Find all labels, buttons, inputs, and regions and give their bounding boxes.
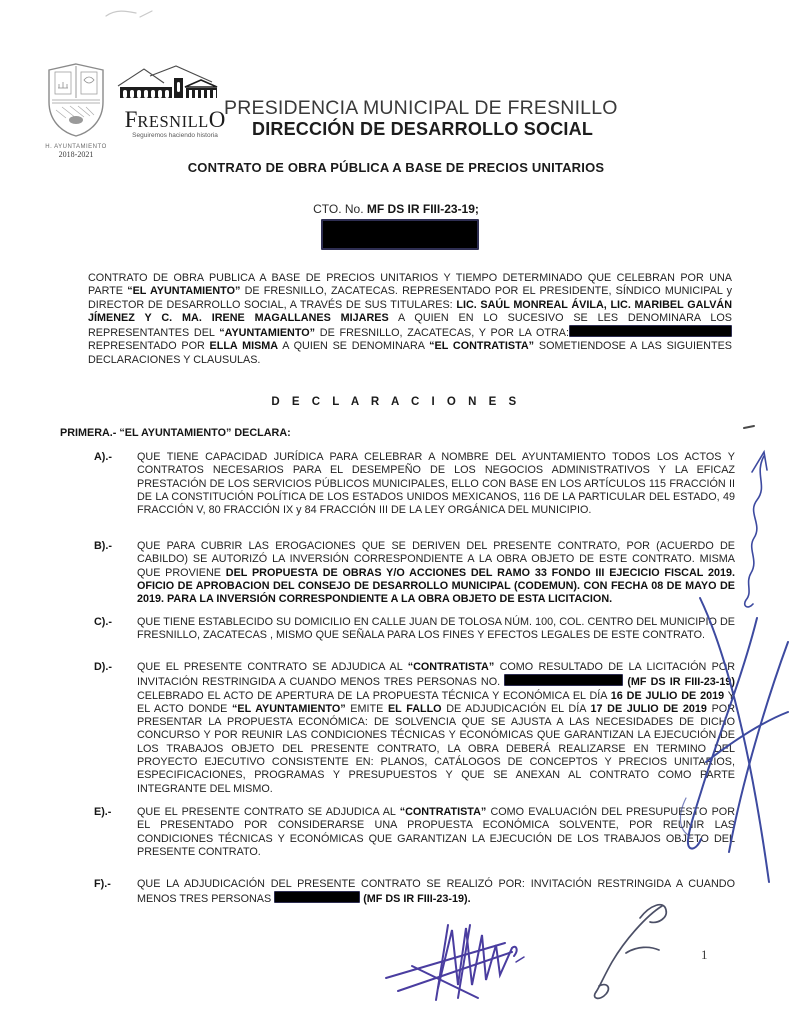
header-title-line2: DIRECCIÓN DE DESARROLLO SOCIAL [252, 119, 594, 140]
intro-paragraph: CONTRATO DE OBRA PUBLICA A BASE DE PRECIOS UNITARIOS Y TIEMPO DETERMINADO QUE CELEBRAN POR UNA PARTE “EL AYUNTAMIENTO” DE FRESNILLO, ZACATECAS. REPRESENTADO POR EL PRESIDENTE, SÍNDICO MUNICIPAL y DIRECTOR DE DESARROLLO SOCIAL, A TRAVÉS DE SUS TITULARES: LIC. SAÚL MONREAL ÁVILA, LIC. MARIBEL GALVÁN JÍMENEZ Y C. MA. IRENE MAGALLANES MIJARES A QUIEN EN LO SUCESIVO SE LES DENOMINARA LOS REPRESENTANTES DEL “AYUNTAMIENTO” DE FRESNILLO, ZACATECAS, Y POR LA OTRA: REPRESENTADO POR ELLA MISMA A QUIEN SE DENOMINARA “EL CONTRATISTA” SOMETIENDOSE A LAS SIGUIENTES DECLARACIONES Y CLAUSULAS. [88, 272, 733, 366]
item-label: A).- [94, 451, 112, 463]
redaction-bar [504, 674, 623, 686]
item-label: F).- [94, 878, 111, 890]
declaration-item-f [94, 878, 735, 907]
crest-years: 2018-2021 [58, 150, 94, 159]
primera-heading: PRIMERA.- “EL AYUNTAMIENTO” DECLARA: [60, 427, 291, 439]
fresnillo-logo [112, 64, 238, 139]
crest-caption: H. AYUNTAMIENTO [45, 144, 107, 150]
redaction-bar-contract-number [321, 219, 479, 250]
redaction-bar [569, 325, 732, 337]
item-text: QUE EL PRESENTE CONTRATO SE ADJUDICA AL “CONTRATISTA” COMO EVALUACIÓN DEL PRESUPUESTO POR EL PRESENTADO POR CONSIDERARSE UNA PROPUESTA ECONÓMICA SOLVENTE, POR REUNIR LAS CONDICIONES TÉCNICAS Y ECONÓMICAS QUE GARANTIZAN LA EJECUCIÓN DE LOS TRABAJOS OBJETO DEL PRESENTE CONTRATO. [137, 806, 735, 858]
faint-pencil-marks-icon [106, 11, 152, 17]
declaration-item-c [94, 616, 735, 643]
item-label: E).- [94, 806, 112, 818]
margin-squiggle-icon [745, 452, 767, 607]
document-title: CONTRATO DE OBRA PÚBLICA A BASE DE PRECIOS UNITARIOS [187, 160, 605, 175]
declarations-heading: D E C L A R A C I O N E S [271, 396, 521, 408]
signature-left-icon [386, 925, 524, 1000]
item-text: QUE EL PRESENTE CONTRATO SE ADJUDICA AL “CONTRATISTA” COMO RESULTADO DE LA LICITACIÓN POR INVITACIÓN RESTRINGIDA A CUANDO MENOS TRES PERSONAS NO. (MF DS IR FIII-23-19) CELEBRADO EL ACTO DE APERTURA DE LA PROPUESTA TÉCNICA Y ECONÓMICA EL DÍA 16 DE JULIO DE 2019 Y EL ACTO DONDE “EL AYUNTAMIENTO” EMITE EL FALLO DE ADJUDICACIÓN EL DÍA 17 DE JULIO DE 2019 POR PRESENTAR LA PROPUESTA ECONÓMICA: DE SOLVENCIA QUE SE AJUSTA A LAS NECESIDADES DE DICHO CONCURSO Y POR REUNIR LAS CONDICIONES TÉCNICAS Y ECONÓMICAS QUE GARANTIZAN LA EJECUCIÓN DE LOS TRABAJOS OBJETO DEL PRESENTE CONTRATO, LA OBRA DEBERÁ REALIZARSE EN TERMINO DEL PROYECTO EJECUTIVO CONSISTENTE EN: PLANOS, CATÁLOGOS DE CONCEPTOS Y PRECIOS UNITARIOS, ESPECIFICACIONES, PROGRAMAS Y PRESUPUESTOS Y QUE SE ANEXAN AL CONTRATO COMO PARTE INTEGRANTE DEL MISMO. [137, 661, 736, 795]
declaration-item-a [94, 451, 735, 517]
header-title [224, 97, 618, 140]
header-title-line1: PRESIDENCIA MUNICIPAL DE FRESNILLO [224, 97, 618, 119]
redaction-bar [274, 891, 360, 903]
item-text: QUE TIENE CAPACIDAD JURÍDICA PARA CELEBRAR A NOMBRE DEL AYUNTAMIENTO TODOS LOS ACTOS Y CONTRATOS NECESARIOS PARA EL DESEMPEÑO DE LOS NEGOCIOS ADMINISTRATIVOS Y LA EFICAZ PRESTACIÓN DE LOS SERVICIOS PÚBLICOS MUNICIPALES, ELLO CON BASE EN LOS ARTÍCULOS 115 FRACCIÓN II DE LA CONSTITUCIÓN POLÍTICA DE LOS ESTADOS UNIDOS MEXICANOS, 116 DE LA PARTICULAR DEL ESTADO, 49 FRACCIÓN V, 80 FRACCIÓN IX y 84 FRACCIÓN III DE LA LEY ORGÁNICA DEL MUNICIPIO. [137, 451, 735, 517]
declaration-item-e [94, 806, 735, 859]
fresnillo-tagline: Seguiremos haciendo historia [132, 132, 218, 139]
municipal-crest [42, 62, 110, 159]
signature-right-icon [595, 905, 667, 999]
declaration-item-d [94, 661, 735, 796]
item-label: B).- [94, 540, 112, 552]
contract-number-line: CTO. No. MF DS IR FIII-23-19; [313, 202, 479, 216]
margin-dash-icon [744, 426, 754, 428]
item-label: C).- [94, 616, 112, 628]
contract-number: MF DS IR FIII-23-19; [366, 202, 479, 216]
item-label: D).- [94, 661, 112, 673]
page-number: 1 [701, 947, 708, 962]
item-text: QUE TIENE ESTABLECIDO SU DOMICILIO EN CALLE JUAN DE TOLOSA NÚM. 100, COL. CENTRO DEL MUNICIPIO DE FRESNILLO, ZACATECAS , MISMO QUE SEÑALA PARA LOS FINES Y EFECTOS LEGALES DE ESTE CONTRATO. [137, 616, 735, 642]
fresnillo-building-icon [116, 64, 234, 102]
item-text: QUE LA ADJUDICACIÓN DEL PRESENTE CONTRATO SE REALIZÓ POR: INVITACIÓN RESTRINGIDA A CUANDO MENOS TRES PERSONAS (MF DS IR FIII-23-19). [137, 878, 735, 906]
coat-of-arms-icon [44, 62, 108, 138]
item-text: QUE PARA CUBRIR LAS EROGACIONES QUE SE DERIVEN DEL PRESENTE CONTRATO, POR (ACUERDO DE CABILDO) SE AUTORIZÓ LA INVERSIÓN CORRESPONDIENTE A LA OBRA OBJETO DE ESTE CONTRATO. MISMA QUE PROVIENE DEL PROPUESTA DE OBRAS Y/O ACCIONES DEL RAMO 33 FONDO III EJECICIO FISCAL 2019. OFICIO DE APROBACION DEL CONSEJO DE DESARROLLO MUNICIPAL (CODEMUN). CON FECHA 08 DE MAYO DE 2019. PARA LA INVERSIÓN CORRESPONDIENTE A LA OBRA OBJETO DE ESTA LICITACION. [137, 540, 735, 606]
declaration-item-b [94, 540, 735, 606]
fresnillo-wordmark: FRESNILLO [124, 107, 226, 132]
